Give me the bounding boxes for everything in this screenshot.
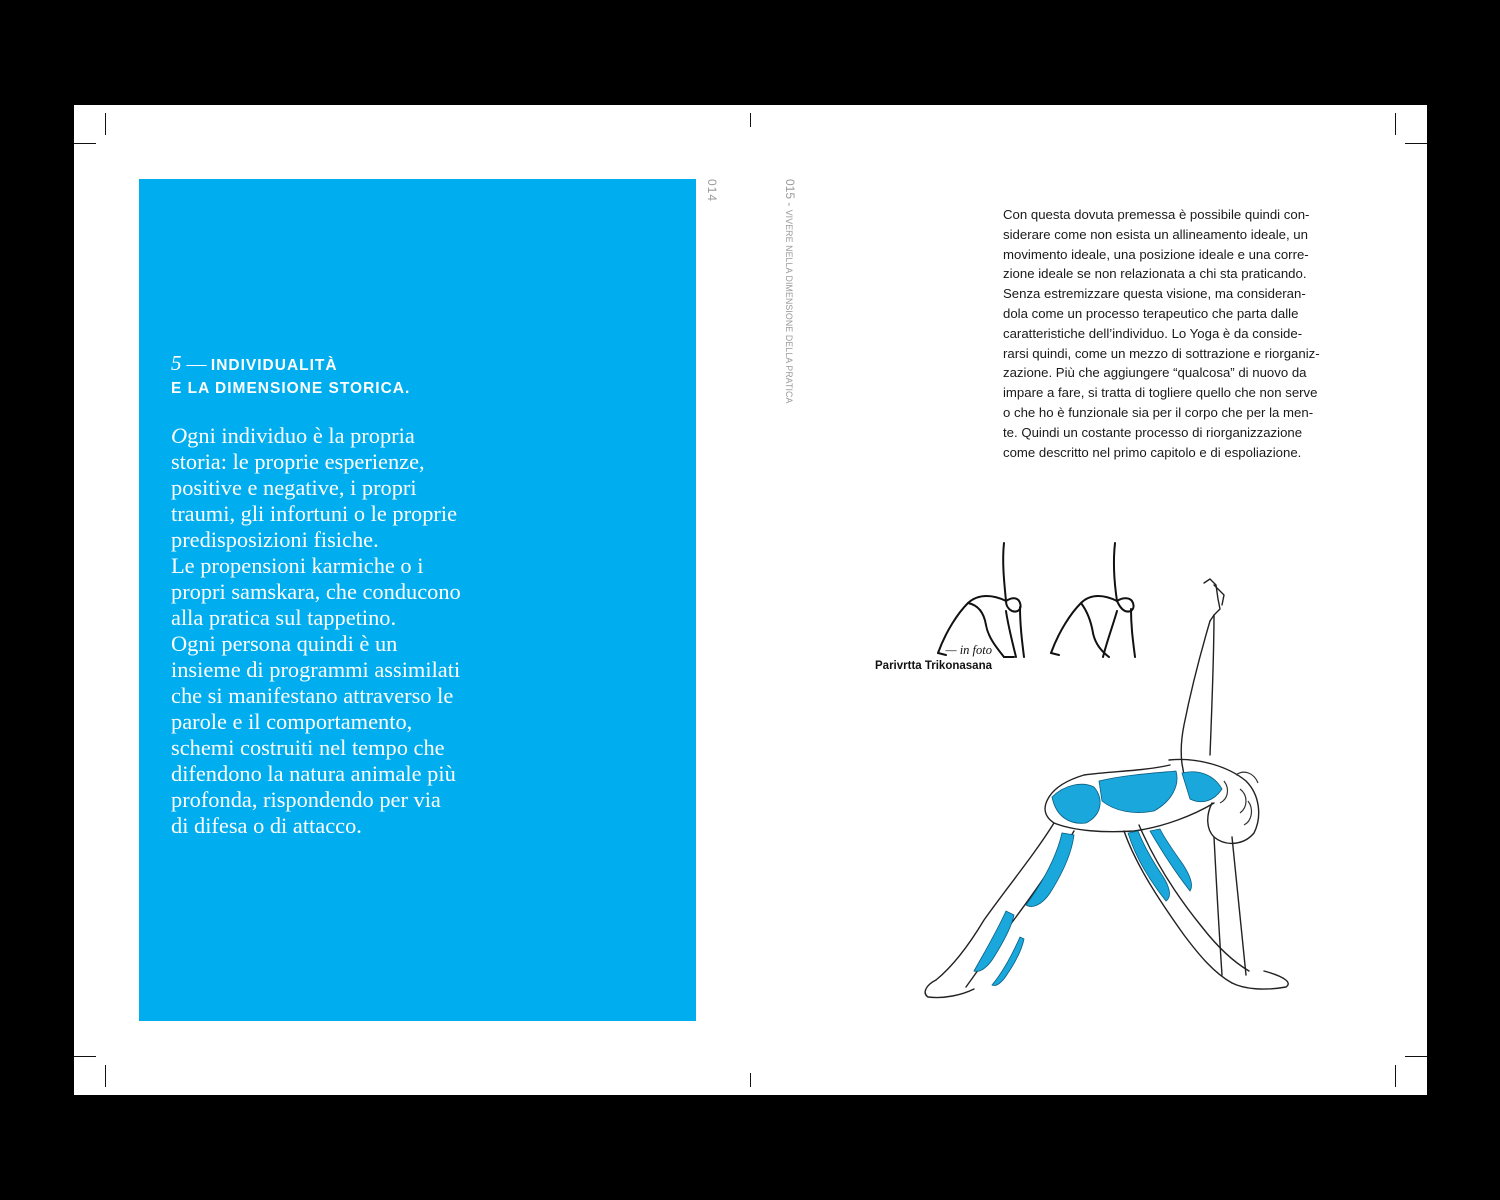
chapter-panel <box>139 179 696 1021</box>
text-line: Senza estremizzare questa visione, ma consideran- <box>1003 286 1306 302</box>
text-line: caratteristiche dell’individuo. Lo Yoga è da conside- <box>1003 325 1303 341</box>
crop-mark <box>105 1065 106 1087</box>
text-line: come descritto nel primo capitolo e di espoliazione. <box>1003 444 1302 460</box>
chapter-intro-text <box>171 423 511 839</box>
crop-mark <box>1405 1056 1427 1057</box>
crop-mark <box>1395 113 1396 135</box>
chapter-heading <box>171 351 591 398</box>
text-line: impare a fare, si tratta di togliere quello che non serve <box>1003 385 1318 401</box>
text-line: Con questa dovuta premessa è possibile quindi con- <box>1003 207 1310 222</box>
running-head: 015 - VIVERE NELLA DIMENSIONE DELLA PRATICA <box>783 179 797 404</box>
text-line: di difesa o di attacco. <box>171 813 362 838</box>
crop-mark <box>1395 1065 1396 1087</box>
text-line: schemi costruiti nel tempo che <box>171 735 445 760</box>
text-line: rarsi quindi, come un mezzo di sottrazione e riorganiz- <box>1003 345 1320 361</box>
text-line: zazione. Più che aggiungere “qualcosa” di nuovo da <box>1003 365 1307 381</box>
text-line: movimento ideale, una posizione ideale e una corre- <box>1003 246 1309 262</box>
text-line: storia: le proprie esperienze, <box>171 449 425 474</box>
text-line: insieme di programmi assimilati <box>171 657 461 682</box>
text-line: te. Quindi un costante processo di riorganizzazione <box>1003 424 1303 440</box>
chapter-number: 5 <box>171 351 182 375</box>
text-line: gni individuo è la propria <box>187 423 415 448</box>
text-line: predisposizioni fisiche. <box>171 527 379 552</box>
body-text <box>1003 205 1329 462</box>
running-head-title: VIVERE NELLA DIMENSIONE DELLA PRATICA <box>784 209 794 404</box>
text-line: traumi, gli infortuni o le proprie <box>171 501 458 526</box>
crop-mark <box>1405 143 1427 144</box>
text-line: profonda, rispondendo per via <box>171 787 441 812</box>
crop-mark <box>74 1056 96 1057</box>
text-line: Ogni persona quindi è un <box>171 631 398 656</box>
text-line: alla pratica sul tappetino. <box>171 605 397 630</box>
text-line: siderare come non esista un allineamento ideale, un <box>1003 226 1308 242</box>
chapter-title-line-2: E LA DIMENSIONE STORICA. <box>171 380 411 397</box>
chapter-dash: — <box>186 353 207 375</box>
fold-mark <box>750 113 751 127</box>
text-line: Le propensioni karmiche o i <box>171 553 424 578</box>
text-line: parole e il comportamento, <box>171 709 413 734</box>
text-line: o che ho è funzionale sia per il corpo che per la men- <box>1003 404 1314 420</box>
book-spread <box>74 105 1427 1095</box>
text-line: propri samskara, che conducono <box>171 579 461 604</box>
page-number-left: 014 <box>705 179 719 203</box>
caption-pose-name: Parivrtta Trikonasana <box>875 660 992 672</box>
caption-label: — in foto <box>945 643 992 657</box>
page-number-right: 015 <box>783 179 797 200</box>
text-line: che si manifestano attraverso le <box>171 683 454 708</box>
text-line: positive e negative, i propri <box>171 475 417 500</box>
anatomy-illustration <box>914 575 1304 1005</box>
text-line: zione ideale se non relazionata a chi sta praticando. <box>1003 266 1307 282</box>
crop-mark <box>105 113 106 135</box>
text-line: difendono la natura animale più <box>171 761 456 786</box>
text-line: dola come un processo terapeutico che parta dalle <box>1003 305 1299 321</box>
crop-mark <box>74 143 96 144</box>
fold-mark <box>750 1073 751 1087</box>
dropcap: O <box>171 423 188 448</box>
chapter-title-line-1: INDIVIDUALITÀ <box>210 357 338 374</box>
